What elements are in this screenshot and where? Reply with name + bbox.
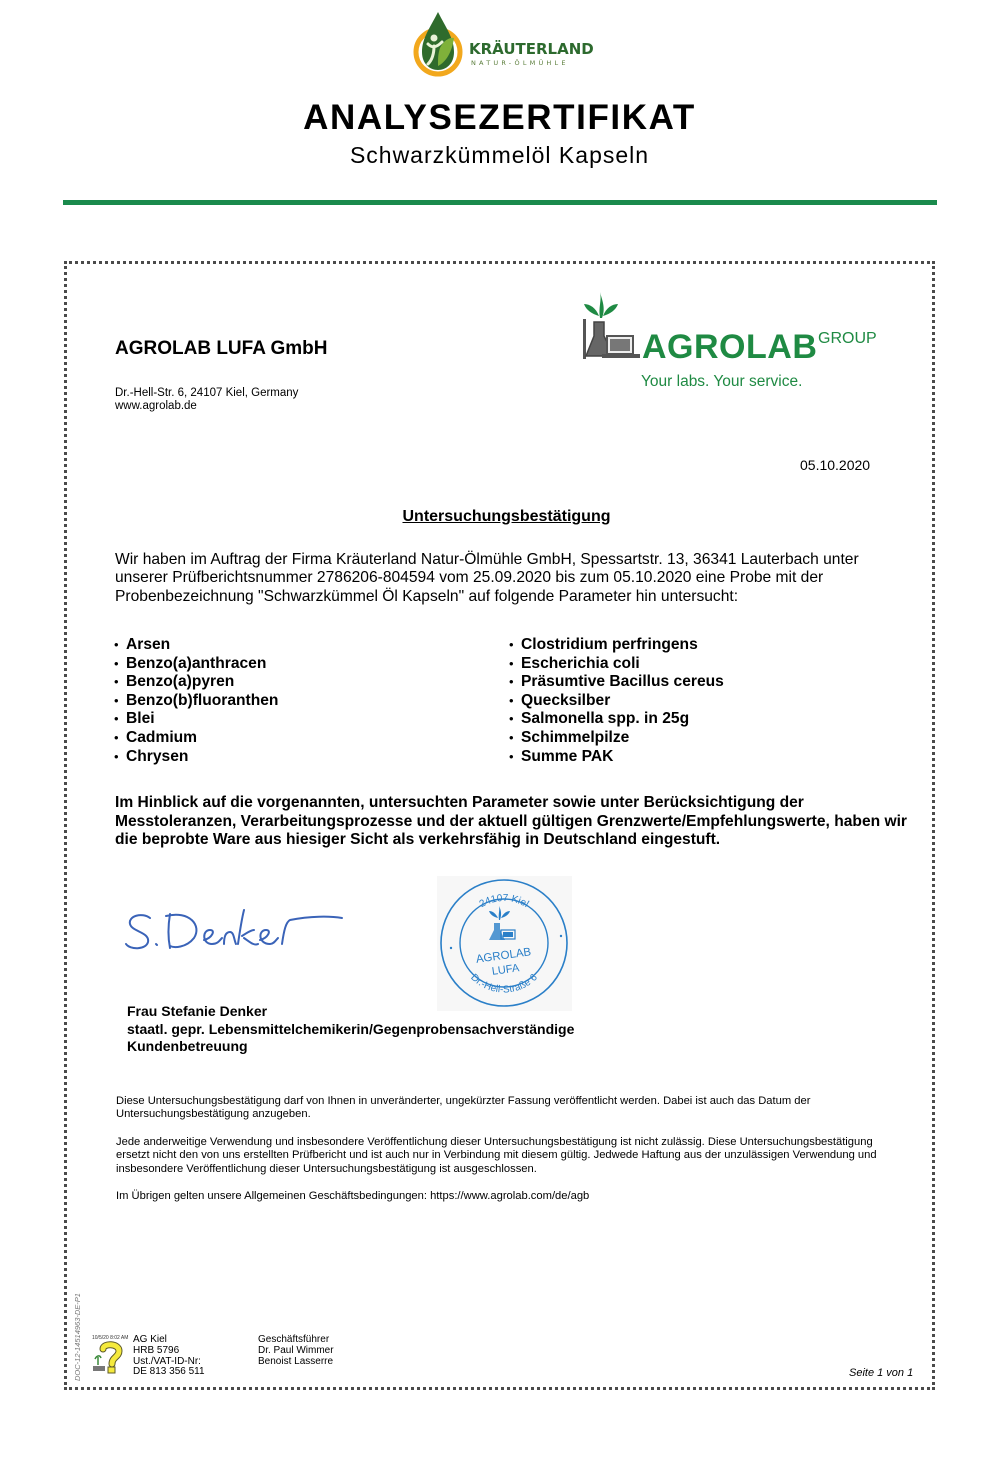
agrolab-logo bbox=[578, 288, 898, 398]
court-line: DE 813 356 511 bbox=[133, 1366, 205, 1378]
bullet-icon: • bbox=[114, 637, 119, 652]
bullet-icon: • bbox=[114, 674, 119, 690]
bullet-icon: • bbox=[114, 748, 119, 764]
brand-subtitle: NATUR-ÖLMÜHLE bbox=[471, 59, 569, 67]
lab-address-block bbox=[115, 387, 298, 413]
brand-name: KRÄUTERLAND bbox=[469, 40, 594, 58]
stamp-top-text: 24107 Kiel bbox=[477, 892, 531, 911]
stamp-bottom-text: Dr.-Hell-Straße 6 bbox=[468, 972, 540, 996]
parameter-item bbox=[114, 673, 278, 692]
parameter-label: Cadmium bbox=[126, 728, 198, 746]
parameter-item bbox=[114, 748, 278, 767]
bullet-icon: • bbox=[509, 711, 514, 727]
disclaimer-liability: Jede anderweitige Verwendung und insbesondere Veröffentlichung dieser Untersuchungsbestätigung ist nicht zulässig. Diese Untersuchungsbestätigung ersetzt nicht den von uns erstellten Prüfbericht und ist auch nur in Verbindung mit diesem gültig. Jedwede Haftung aus der unzulässigen Verwendung und insbesondere Veröffentlichung dieser Untersuchungsbestätigung ist ausgeschlossen. bbox=[116, 1136, 877, 1175]
bullet-icon: • bbox=[509, 729, 514, 745]
parameter-label: Salmonella spp. in 25g bbox=[521, 710, 690, 728]
parameter-label: Clostridium perfringens bbox=[521, 636, 698, 653]
parameter-item bbox=[114, 636, 278, 655]
agrolab-wordmark: AGROLAB bbox=[642, 328, 818, 366]
agrolab-tagline: Your labs. Your service. bbox=[641, 373, 803, 390]
management-line: Benoist Lasserre bbox=[258, 1355, 334, 1367]
bullet-icon: • bbox=[114, 692, 119, 708]
lab-address: Dr.-Hell-Str. 6, 24107 Kiel, Germany bbox=[115, 387, 299, 399]
agrolab-group-label: GROUP bbox=[818, 330, 877, 347]
parameter-list-right bbox=[509, 636, 724, 766]
signer-block bbox=[127, 1003, 574, 1056]
print-timestamp: 10/5/20 8:02 AM bbox=[92, 1335, 129, 1341]
parameter-item bbox=[509, 655, 724, 674]
parameter-label: Schimmelpilze bbox=[521, 728, 630, 746]
parameter-label: Präsumtive Bacillus cereus bbox=[521, 673, 724, 691]
flask-laptop-plant-icon bbox=[580, 290, 644, 370]
bullet-icon: • bbox=[509, 674, 514, 690]
management-line: Geschäftsführer bbox=[258, 1334, 330, 1345]
management-line: Dr. Paul Wimmer bbox=[258, 1344, 334, 1356]
court-registration-info bbox=[133, 1335, 205, 1378]
bullet-icon: • bbox=[509, 655, 514, 671]
handwritten-signature bbox=[120, 900, 350, 960]
document-date: 05.10.2020 bbox=[800, 457, 871, 473]
management-info bbox=[258, 1335, 334, 1367]
intro-paragraph: Wir haben im Auftrag der Firma Kräuterland Natur-Ölmühle GmbH, Spessartstr. 13, 36341 Lauterbach unter unserer Prüfberichtsnummer 2786206-804594 vom 25.09.2020 bis zum 05.10.2020 eine Probe mit der Probenbezeichnung "Schwarzkümmel Öl Kapseln" auf folgende Parameter hin untersucht: bbox=[115, 551, 859, 605]
parameter-label: Quecksilber bbox=[521, 691, 611, 709]
bullet-icon: • bbox=[509, 692, 514, 708]
parameter-label: Benzo(a)anthracen bbox=[126, 654, 267, 672]
parameter-label: Blei bbox=[126, 710, 155, 728]
signer-department: Kundenbetreuung bbox=[127, 1038, 248, 1054]
parameter-label: Benzo(a)pyren bbox=[126, 673, 235, 691]
lab-name: AGROLAB LUFA GmbH bbox=[115, 338, 328, 359]
disclaimer-publication: Diese Untersuchungsbestätigung darf von Ihnen in unveränderter, ungekürzter Fassung veröffentlicht werden. Dabei ist auch das Datum der Untersuchungsbestätigung anzugeben. bbox=[116, 1095, 811, 1121]
parameter-item bbox=[114, 710, 278, 729]
parameter-label: Summe PAK bbox=[521, 747, 614, 765]
parameter-item bbox=[114, 692, 278, 711]
court-line: AG Kiel bbox=[133, 1334, 167, 1345]
document-title: ANALYSEZERTIFIKAT bbox=[303, 98, 696, 137]
parameter-item bbox=[114, 729, 278, 748]
parameter-label: Chrysen bbox=[126, 747, 189, 765]
stamp-center-line2: LUFA bbox=[491, 962, 521, 978]
parameter-item bbox=[509, 710, 724, 729]
parameter-item bbox=[509, 673, 724, 692]
bullet-icon: • bbox=[114, 655, 119, 671]
agrolab-lufa-stamp bbox=[437, 876, 572, 1011]
oil-drop-leaf-icon bbox=[412, 8, 468, 80]
parameter-item bbox=[114, 655, 278, 674]
parameter-item bbox=[509, 636, 724, 655]
stamp-flask-icon bbox=[489, 906, 515, 940]
bullet-icon: • bbox=[114, 729, 119, 745]
kraeuterland-logo bbox=[412, 8, 592, 80]
document-code: DOC-12-14514963-DE-P1 bbox=[73, 1293, 82, 1381]
help-question-icon bbox=[91, 1341, 125, 1375]
disclaimer-terms: Im Übrigen gelten unsere Allgemeinen Geschäftsbedingungen: https://www.agrolab.com/de/agb bbox=[116, 1190, 590, 1202]
court-line: Ust./VAT-ID-Nr: bbox=[133, 1355, 201, 1367]
bullet-icon: • bbox=[509, 748, 514, 764]
bullet-icon: • bbox=[509, 637, 514, 652]
document-subtitle: Schwarzkümmelöl Kapseln bbox=[349, 142, 650, 168]
parameter-label: Arsen bbox=[126, 636, 171, 653]
parameter-item bbox=[509, 692, 724, 711]
court-line: HRB 5796 bbox=[133, 1344, 180, 1356]
parameter-label: Escherichia coli bbox=[521, 654, 640, 672]
signer-title: staatl. gepr. Lebensmittelchemikerin/Gegenprobensachverständige bbox=[127, 1020, 575, 1037]
confirmation-heading: Untersuchungsbestätigung bbox=[402, 508, 611, 525]
stamp-center-line1: AGROLAB bbox=[475, 946, 532, 966]
parameter-item bbox=[509, 748, 724, 767]
signer-name: Frau Stefanie Denker bbox=[127, 1003, 268, 1019]
lab-website-link[interactable]: www.agrolab.de bbox=[115, 400, 197, 412]
parameter-item bbox=[509, 729, 724, 748]
page-number: Seite 1 von 1 bbox=[849, 1367, 914, 1379]
header-divider bbox=[63, 200, 937, 205]
conclusion-paragraph: Im Hinblick auf die vorgenannten, untersuchten Parameter sowie unter Berücksichtigung der Messtoleranzen, Verarbeitungsprozesse und der aktuell gültigen Grenzwerte/Empfehlungswerte, haben wir die beprobte Ware aus hiesiger Sicht als verkehrsfähig in Deutschland eingestuft. bbox=[115, 794, 907, 849]
parameter-list-left bbox=[114, 636, 278, 766]
parameter-label: Benzo(b)fluoranthen bbox=[126, 691, 279, 709]
bullet-icon: • bbox=[114, 711, 119, 727]
